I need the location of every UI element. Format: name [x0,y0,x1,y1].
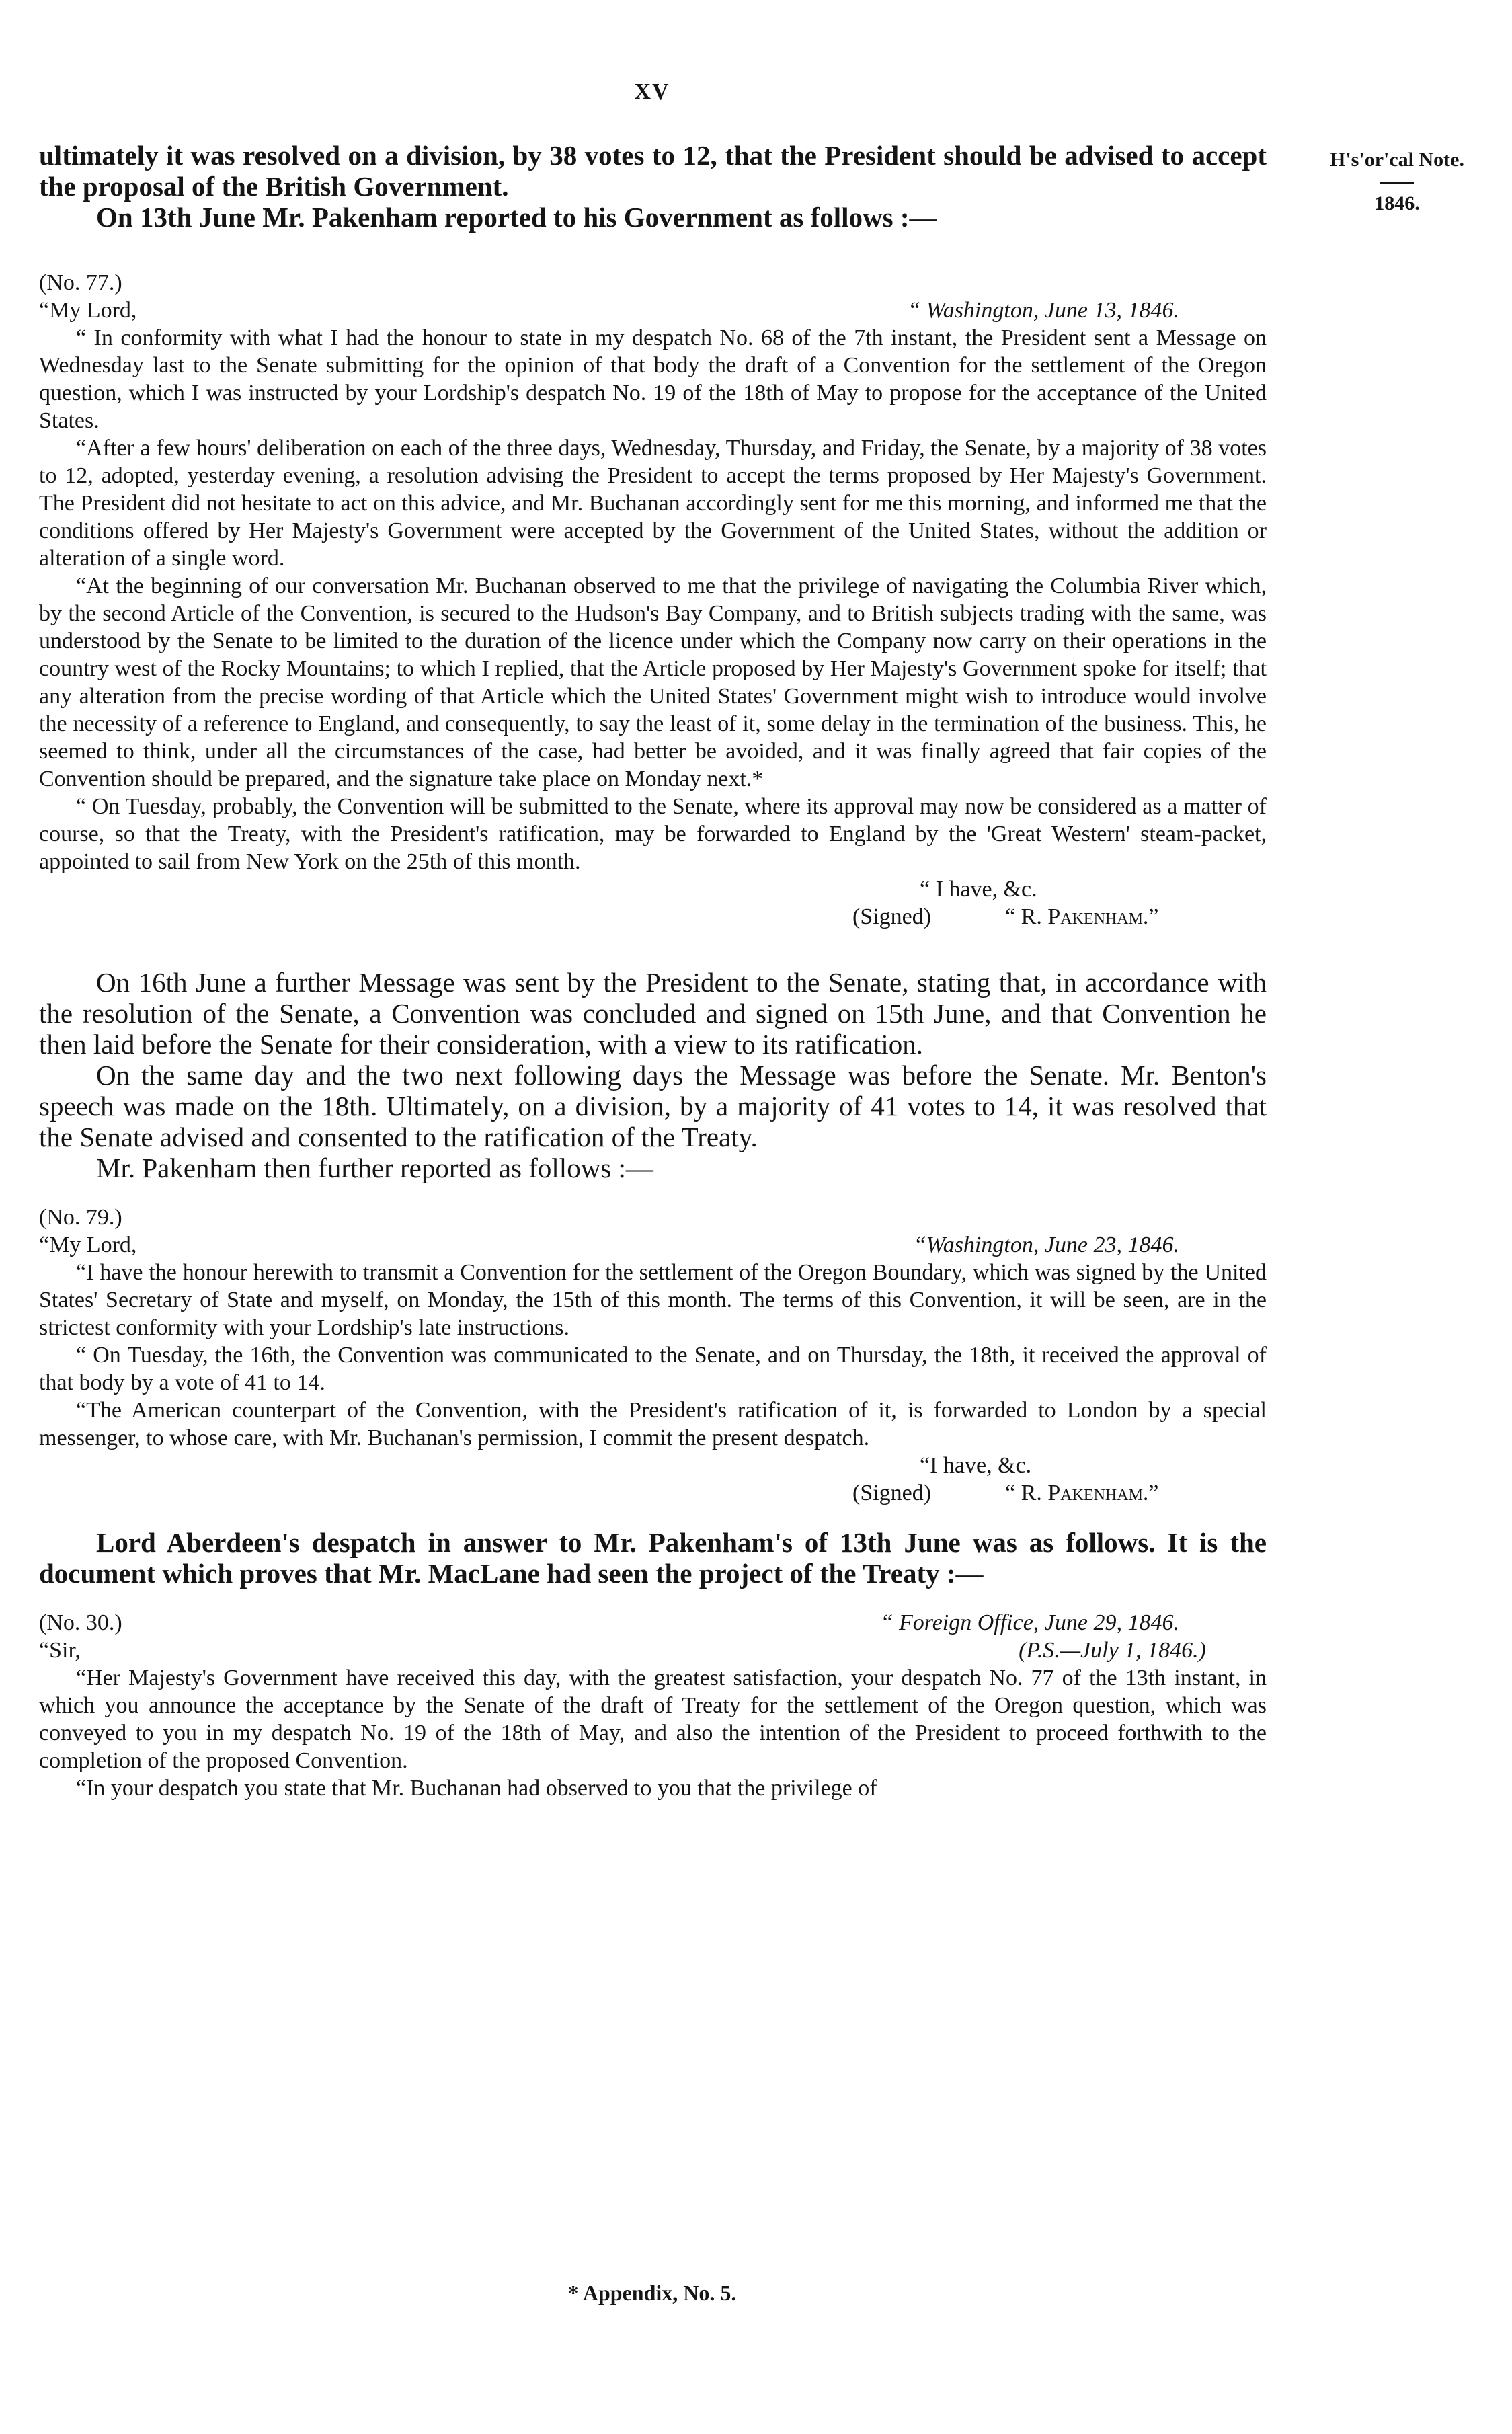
margin-note-rule [1380,182,1414,184]
despatch-30-header-2 [39,1637,1267,1664]
despatch-30-ref: (No. 30.) [39,1610,122,1635]
despatch-30-date: “ Foreign Office, June 29, 1846. [880,1610,1179,1635]
despatch-77 [39,269,1267,931]
despatch-77-date: “ Washington, June 13, 1846. [908,298,1179,323]
despatch-77-signed-label: (Signed) [852,904,932,929]
despatch-77-closing: “ I have, &c. [920,877,1037,902]
despatch-79-signed-label: (Signed) [852,1481,932,1505]
despatch-79-closing: “I have, &c. [920,1453,1032,1478]
margin-note [1296,148,1498,216]
despatch-30-para-2: “In your despatch you state that Mr. Buchanan had observed to you that the privilege of [76,1776,877,1801]
page-number: XV [634,79,670,104]
despatch-79 [39,1204,1267,1507]
margin-note-year: 1846. [1374,192,1420,214]
despatch-79-salutation: “My Lord, [39,1232,137,1257]
intro-lead: On 13th June Mr. Pakenham reported to his Government as follows :— [96,202,937,233]
despatch-79-ref: (No. 79.) [39,1205,122,1230]
narrative-para-2: On the same day and the two next following days the Message was before the Senate. Mr. Benton's speech was made on the 18th. Ultimately, on a division, by a majority of 41 votes to 14, it was resolved that the Senate advised and consented to the ratification of the Treaty. [39,1060,1267,1152]
aberdeen-intro: Lord Aberdeen's despatch in answer to Mr. Pakenham's of 13th June was as follows. It is the document which proves that Mr. MacLane had seen the project of the Treaty :— [39,1527,1267,1589]
intro-paragraph: ultimately it was resolved on a division, by 38 votes to 12, that the President should be advised to accept the proposal of the British Government. [39,140,1267,202]
footnote-rule [39,2246,1267,2254]
page-content [39,140,1267,1802]
despatch-30-header-1 [39,1609,1267,1637]
despatch-30-para-1: “Her Majesty's Government have received this day, with the greatest satisfaction, your despatch No. 77 of the 13th instant, in which you announce the acceptance by the Senate of the draft of Treaty for the settlement of the Oregon question, which was conveyed to you in my despatch No. 19 of the 18th of May, and also the intention of the President to proceed forthwith to the completion of the proposed Convention. [39,1665,1267,1773]
despatch-79-signatory: “ R. Pakenham.” [1005,1481,1159,1505]
despatch-77-para-4: “ On Tuesday, probably, the Convention will be submitted to the Senate, where its approval may now be considered as a matter of course, so that the Treaty, with the President's ratification, may be forwarded to England by the 'Great Western' steam-packet, appointed to sail from New York on the 25th of this month. [39,794,1267,874]
despatch-77-para-3: “At the beginning of our conversation Mr. Buchanan observed to me that the privilege of navigating the Columbia River which, by the second Article of the Convention, is secured to the Hudson's Bay Company, and to British subjects trading with the same, was understood by the Senate to be limited to the duration of the licence under which the Company now carry on their operations in the country west of the Rocky Mountains; to which I replied, that the Article proposed by Her Majesty's Government spoke for itself; that any alteration from the precise wording of that Article which the United States' Government might wish to introduce would involve the necessity of a reference to England, and consequently, to say the least of it, some delay in the termination of the business. This, he seemed to think, under all the circumstances of the case, had better be avoided, and it was finally agreed that fair copies of the Convention should be prepared, and the signature take place on Monday next.* [39,574,1267,791]
margin-note-title: H's'or'cal Note. [1330,149,1464,171]
despatch-79-header [39,1231,1267,1259]
despatch-77-ref: (No. 77.) [39,270,122,295]
despatch-79-para-1: “I have the honour herewith to transmit a Convention for the settlement of the Oregon Boundary, which was signed by the United States' Secretary of State and myself, on Monday, the 15th of this month. The terms of this Convention, it will be seen, are in the strictest conformity with your Lordship's late instructions. [39,1260,1267,1340]
narrative-para-1: On 16th June a further Message was sent by the President to the Senate, stating that, in accordance with the resolution of the Senate, a Convention was concluded and signed on 15th June, and that Convention he then laid before the Senate for their consideration, with a view to its ratification. [39,967,1267,1060]
despatch-77-signature [39,875,1267,931]
despatch-79-para-3: “The American counterpart of the Convention, with the President's ratification of it, is forwarded to London by a special messenger, to whose care, with Mr. Buchanan's permission, I commit the present despatch. [39,1398,1267,1450]
despatch-77-para-2: “After a few hours' deliberation on each of the three days, Wednesday, Thursday, and Friday, the Senate, by a majority of 38 votes to 12, adopted, yesterday evening, a resolution advising the President to accept the terms proposed by Her Majesty's Government. The President did not hesitate to act on this advice, and Mr. Buchanan accordingly sent for me this morning, and informed me that the conditions offered by Her Majesty's Government were accepted by the Government of the United States, without the addition or alteration of a single word. [39,436,1267,571]
despatch-77-salutation: “My Lord, [39,298,137,323]
despatch-77-header [39,297,1267,324]
despatch-30-postscript-date: (P.S.—July 1, 1846.) [1019,1638,1206,1663]
footnote: * Appendix, No. 5. [567,2281,737,2305]
despatch-30-salutation: “Sir, [39,1638,81,1663]
narrative-para-3: Mr. Pakenham then further reported as follows :— [96,1152,653,1183]
despatch-77-para-1: “ In conformity with what I had the honour to state in my despatch No. 68 of the 7th instant, the President sent a Message on Wednesday last to the Senate submitting for the opinion of that body the draft of a Convention for the settlement of the Oregon question, which I was instructed by your Lordship's despatch No. 19 of the 18th of May to propose for the acceptance of the United States. [39,325,1267,433]
despatch-79-signature [39,1452,1267,1507]
despatch-79-date: “Washington, June 23, 1846. [913,1232,1179,1257]
despatch-79-para-2: “ On Tuesday, the 16th, the Convention was communicated to the Senate, and on Thursday, the 18th, it received the approval of that body by a vote of 41 to 14. [39,1343,1267,1395]
despatch-77-signatory: “ R. Pakenham.” [1005,904,1159,929]
despatch-30 [39,1609,1267,1802]
